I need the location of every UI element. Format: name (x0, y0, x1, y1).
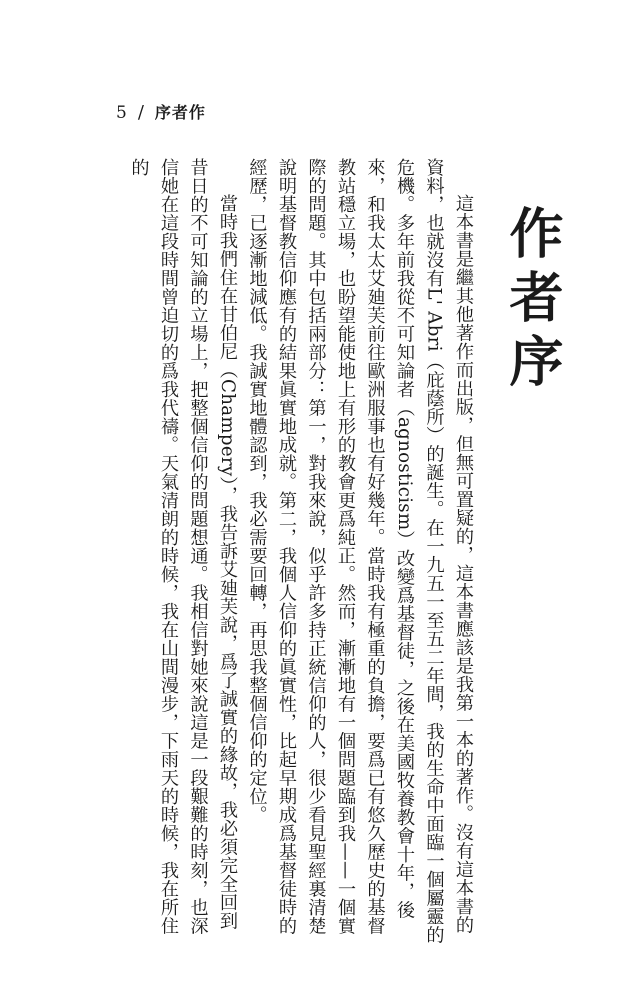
paragraph-2: 當時我們住在甘伯尼（Champery），我告訴艾廸芙說，爲了誠實的緣故，我必須完全回到昔日的不可知論的立場上，把整個信仰的問題想通。我相信對她來說這是一段艱難的時刻，也深信她在這段時間曾迫切的爲我代禱。天氣清朗的時候，我在山間漫步，下雨天的時候，我在所住的 (128, 158, 238, 935)
running-title: 序者作 (154, 103, 206, 122)
chapter-title: 作者序 (501, 205, 565, 397)
header-separator: / (137, 102, 145, 123)
body-text (128, 158, 478, 948)
paragraph-1: 這本書是繼其他著作而出版，但無可置疑的，這本書應該是我第一本的著作。沒有這本書的資料，也就沒有L' Abri（庇蔭所）的誕生。在一九五一至五二年間，我的生命中面臨一個屬靈的危機。多年前我從不可知論者（agnosticism）改變爲基督徒，之後在美國牧養教會十年，後來，和我太太艾廸芙前往歐洲服事也有好幾年。當時我有極重的負擔，要爲已有悠久歷史的基督教站穩立場，也盼望能使地上有形的教會更爲純正。然而，漸漸地有一個問題臨到我——一個實際的問題。其中包括兩部分：第一，對我來說，似乎許多持正統信仰的人，很少看見聖經裏清楚說明基督教信仰應有的結果眞實地成就。第二，我個人信仰的眞實性，比起早期成爲基督徒時的經歷，已逐漸地減低。我誠實地體認到，我必需要回轉，再思我整個信仰的定位。 (246, 158, 474, 944)
running-header (116, 100, 206, 123)
page-number: 5 (116, 103, 128, 123)
